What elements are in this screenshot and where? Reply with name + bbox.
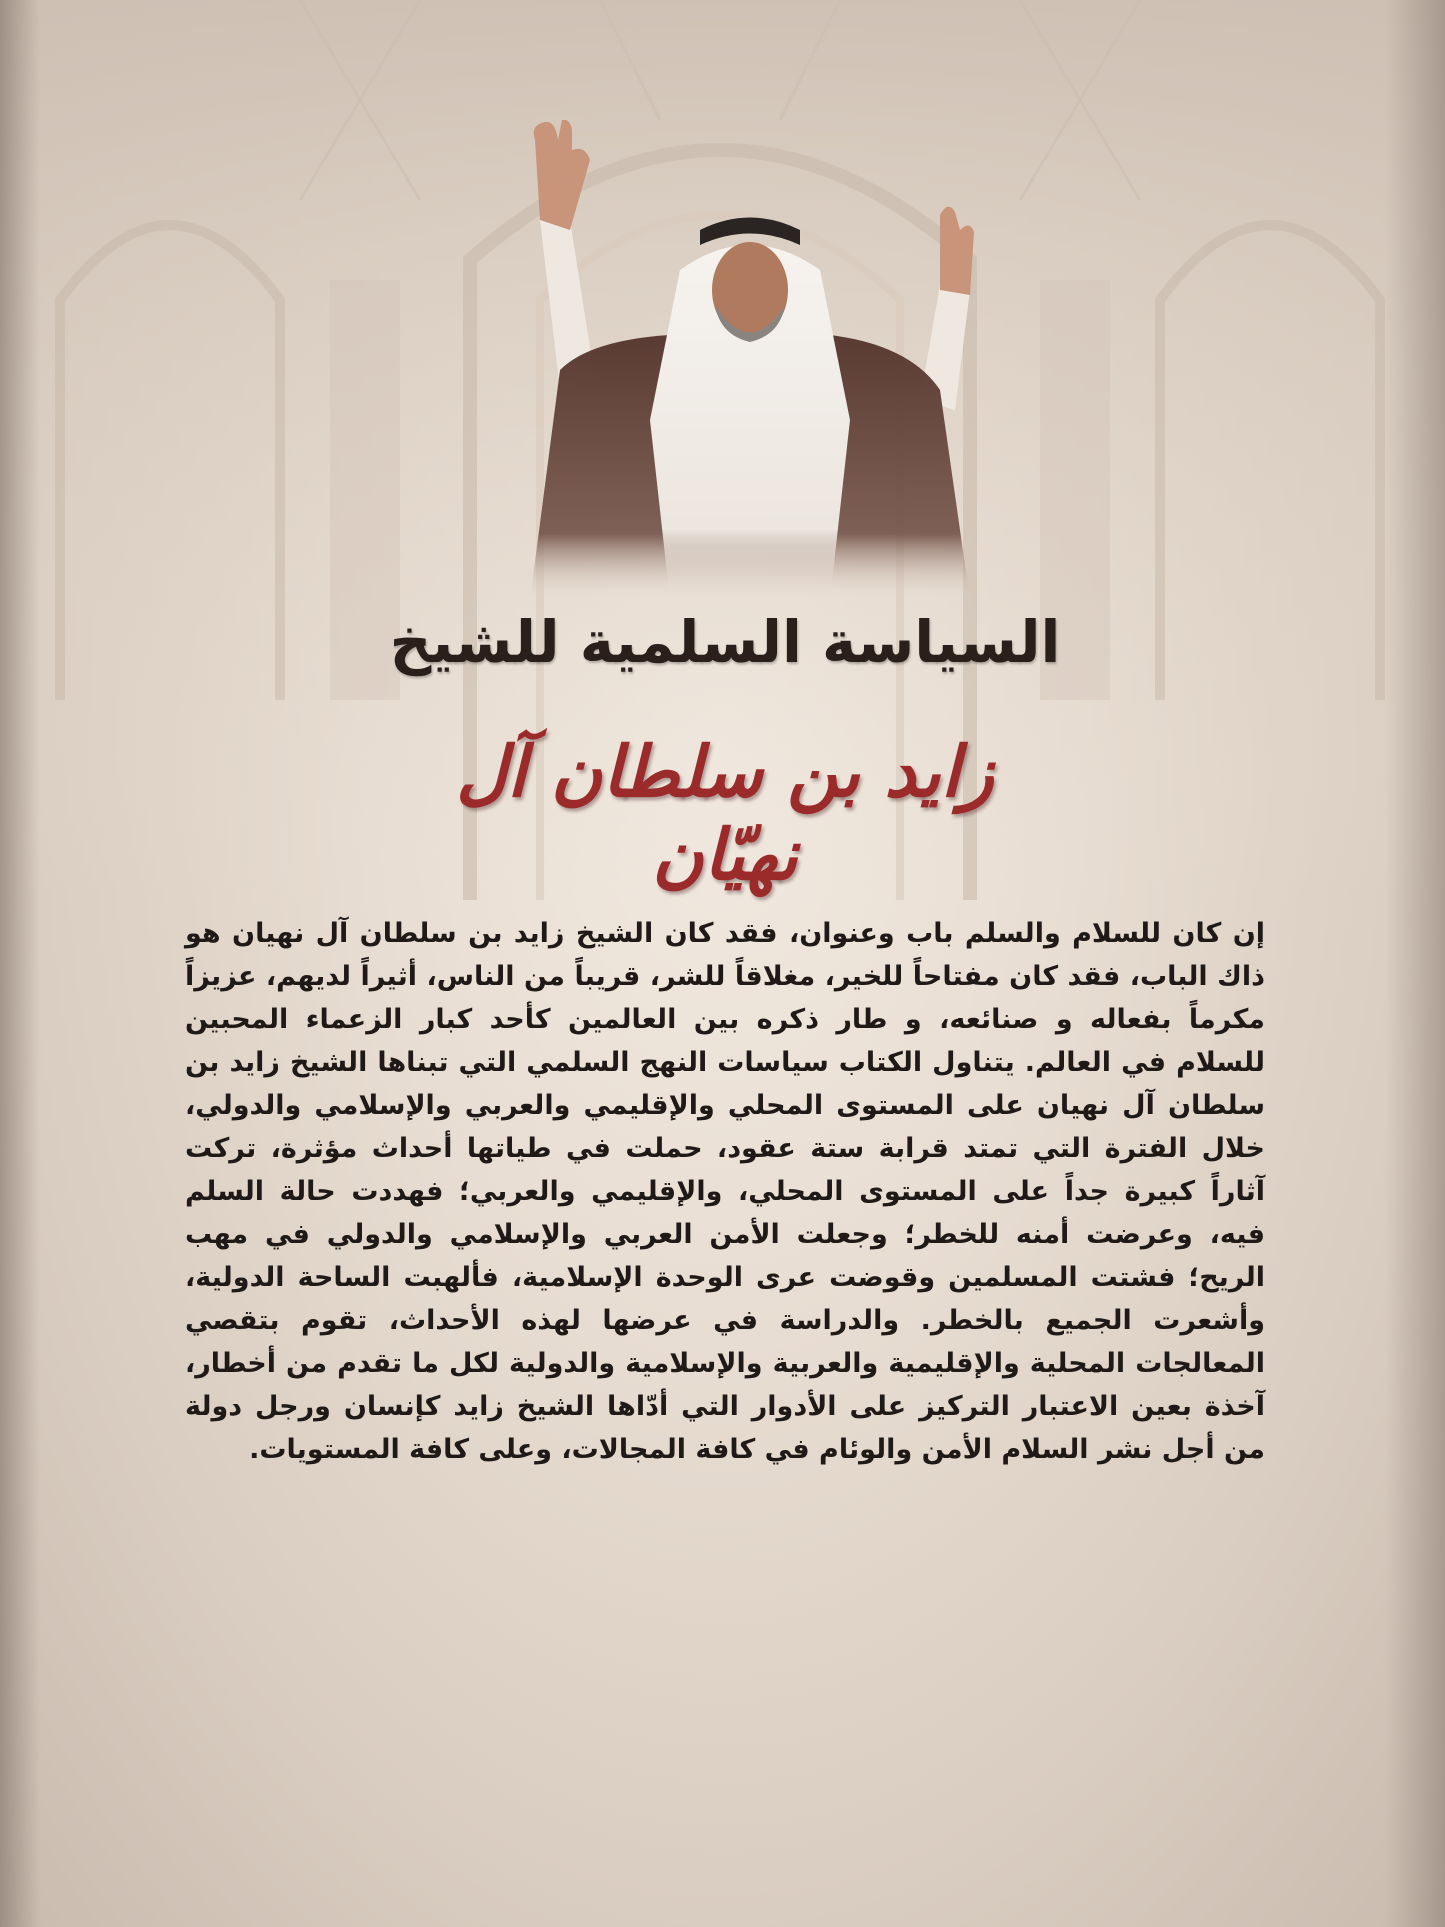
title-line-1: السياسة السلمية للشيخ (389, 608, 1061, 676)
description-paragraph: إن كان للسلام والسلم باب وعنوان، فقد كان الشيخ زايد بن سلطان آل نهيان هو ذاك الباب، فقد كان مفتاحاً للخير، مغلاقاً للشر، قريباً من الناس، أثيراً لديهم، عزيزاً مكرماً بفعاله و صنائعه، و طار ذكره بين العالمين كأحد كبار الزعماء المحبين للسلام في العالم. يتناول الكتاب سياسات النهج السلمي التي تبناها الشيخ زايد بن سلطان آل نهيان على المستوى المحلي والإقليمي والعربي والإسلامي والدولي، خلال الفترة التي تمتد قرابة ستة عقود، حملت في طياتها أحداث مؤثرة، تركت آثاراً كبيرة جداً على المستوى المحلي، والإقليمي والعربي؛ فهددت حالة السلم فيه، وعرضت أمنه للخطر؛ وجعلت الأمن العربي والإسلامي والدولي في مهب الريح؛ فشتت المسلمين وقوضت عرى الوحدة الإسلامية، فألهبت الساحة الدولية، وأشعرت الجميع بالخطر. والدراسة في عرضها لهذه الأحداث، تقوم بتقصي المعالجات المحلية والإقليمية والعربية والإسلامية والدولية لكل ما تقدم من أخطار، آخذة بعين الاعتبار التركيز على الأدوار التي أدّاها الشيخ زايد كإنسان ورجل دولة من أجل نشر السلام الأمن والوئام في كافة المجالات، وعلى كافة المستويات. (185, 918, 1265, 1465)
title-line-2: زايد بن سلطان آل نهيّان (456, 730, 994, 896)
page-edge-shadow-right (1385, 0, 1445, 1927)
page-edge-shadow-left (0, 0, 40, 1927)
portrait-illustration (500, 120, 1000, 600)
